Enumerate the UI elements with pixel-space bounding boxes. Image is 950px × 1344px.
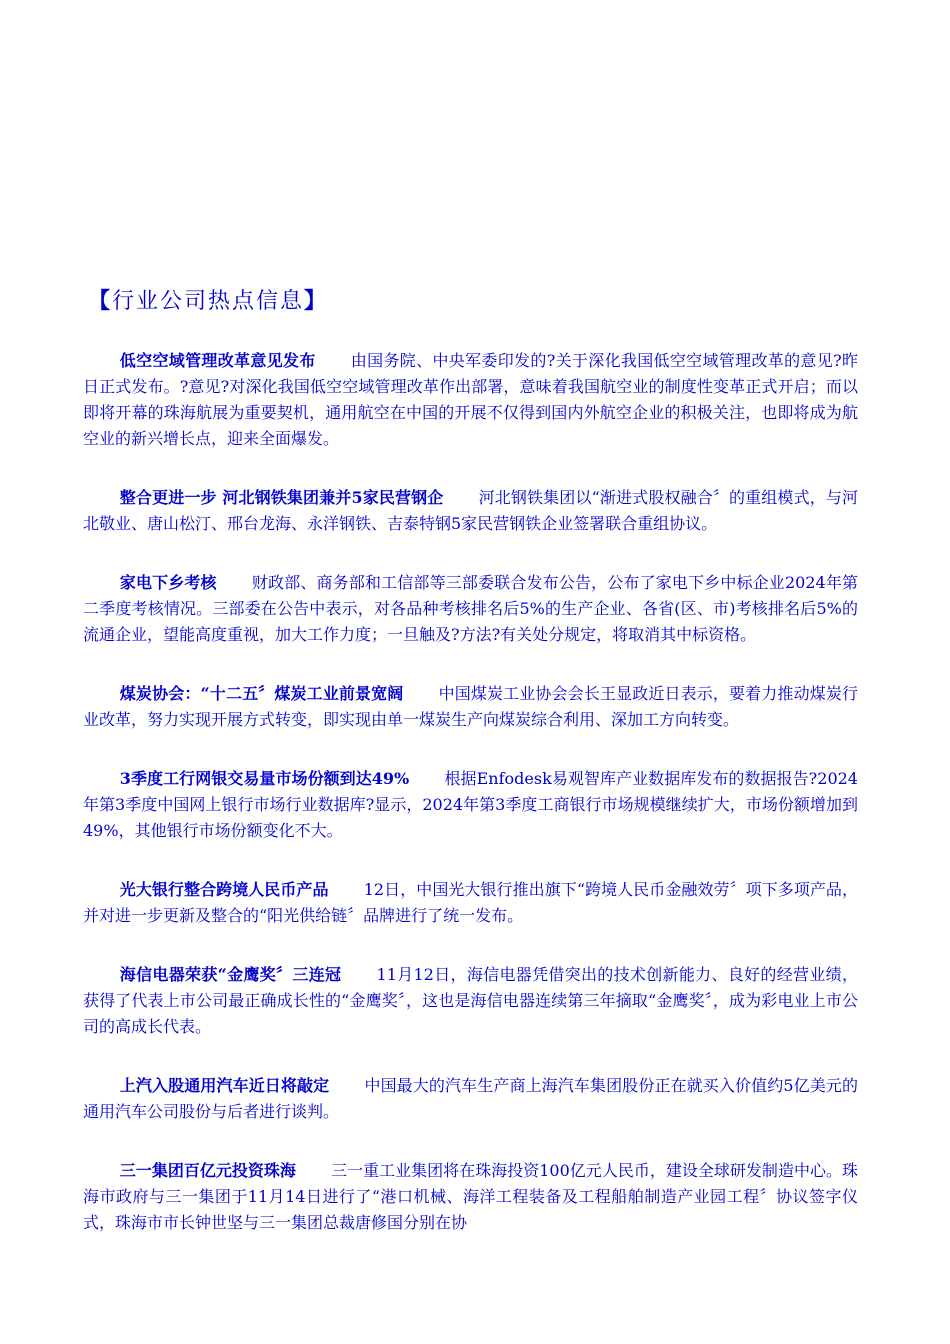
news-body: 根据Enfodesk易观智库产业数据库发布的数据报告?2024年第3季度中国网上银行市场行业数据库?显示，2024年第3季度工商银行市场规模继续扩大，市场份额增加到49%，其他银行市场份额变化不大。: [83, 769, 858, 840]
news-item: [83, 1158, 858, 1236]
news-body: 河北钢铁集团以“渐进式股权融合〞的重组模式，与河北敬业、唐山松汀、邢台龙海、永洋钢铁、吉泰特钢5家民营钢铁企业签署联合重组协议。: [83, 488, 858, 533]
news-item: [83, 1073, 858, 1125]
section-title: [88, 284, 328, 315]
news-item: [83, 766, 858, 844]
news-body: 中国最大的汽车生产商上海汽车集团股份正在就买入价值约5亿美元的通用汽车公司股份与后者进行谈判。: [83, 1076, 858, 1121]
title-close-bracket: 】: [304, 288, 329, 314]
news-headline: 煤炭协会：“十二五〞煤炭工业前景宽阔: [119, 684, 404, 703]
news-headline: 3季度工行网银交易量市场份额到达49%: [119, 769, 410, 788]
news-item: [83, 877, 858, 929]
section-title-text: 行业公司热点信息: [112, 289, 305, 314]
news-headline: 上汽入股通用汽车近日将敲定: [119, 1076, 330, 1095]
news-item: [83, 570, 858, 648]
news-headline: 家电下乡考核: [119, 573, 217, 592]
news-list: [83, 348, 858, 1269]
news-item: [83, 485, 858, 537]
news-headline: 海信电器荣获“金鹰奖〞三连冠: [119, 965, 342, 984]
news-body: 财政部、商务部和工信部等三部委联合发布公告，公布了家电下乡中标企业2024年第二季度考核情况。三部委在公告中表示，对各品种考核排名后5%的生产企业、各省(区、市)考核排名后5%的流通企业，望能高度重视，加大工作力度；一旦触及?方法?有关处分规定，将取消其中标资格。: [83, 573, 858, 644]
news-headline: 低空空域管理改革意见发布: [119, 351, 316, 370]
news-body: 由国务院、中央军委印发的?关于深化我国低空空域管理改革的意见?昨日正式发布。?意见?对深化我国低空空域管理改革作出部署，意味着我国航空业的制度性变革正式开启；而以即将开幕的珠海航展为重要契机，通用航空在中国的开展不仅得到国内外航空企业的积极关注，也即将成为航空业的新兴增长点，迎来全面爆发。: [83, 351, 858, 448]
news-body: 中国煤炭工业协会会长王显政近日表示，要着力推动煤炭行业改革，努力实现开展方式转变，即实现由单一煤炭生产向煤炭综合利用、深加工方向转变。: [83, 684, 858, 729]
news-body: 12日，中国光大银行推出旗下“跨境人民币金融效劳〞项下多项产品，并对进一步更新及整合的“阳光供给链〞品牌进行了统一发布。: [83, 880, 858, 925]
news-headline: 整合更进一步 河北钢铁集团兼并5家民营钢企: [119, 488, 444, 507]
news-item: [83, 681, 858, 733]
news-headline: 光大银行整合跨境人民币产品: [119, 880, 329, 899]
news-headline: 三一集团百亿元投资珠海: [119, 1161, 296, 1180]
title-open-bracket: 【: [88, 288, 113, 314]
news-body: 三一重工业集团将在珠海投资100亿元人民币，建设全球研发制造中心。珠海市政府与三一集团于11月14日进行了“港口机械、海洋工程装备及工程船舶制造产业园工程〞协议签字仪式，珠海市市长钟世坚与三一集团总裁唐修国分别在协: [83, 1161, 858, 1232]
news-item: [83, 348, 858, 452]
news-body: 11月12日，海信电器凭借突出的技术创新能力、良好的经营业绩，获得了代表上市公司最正确成长性的“金鹰奖〞，这也是海信电器连续第三年摘取“金鹰奖〞，成为彩电业上市公司的高成长代表。: [83, 965, 858, 1036]
news-item: [83, 962, 858, 1040]
